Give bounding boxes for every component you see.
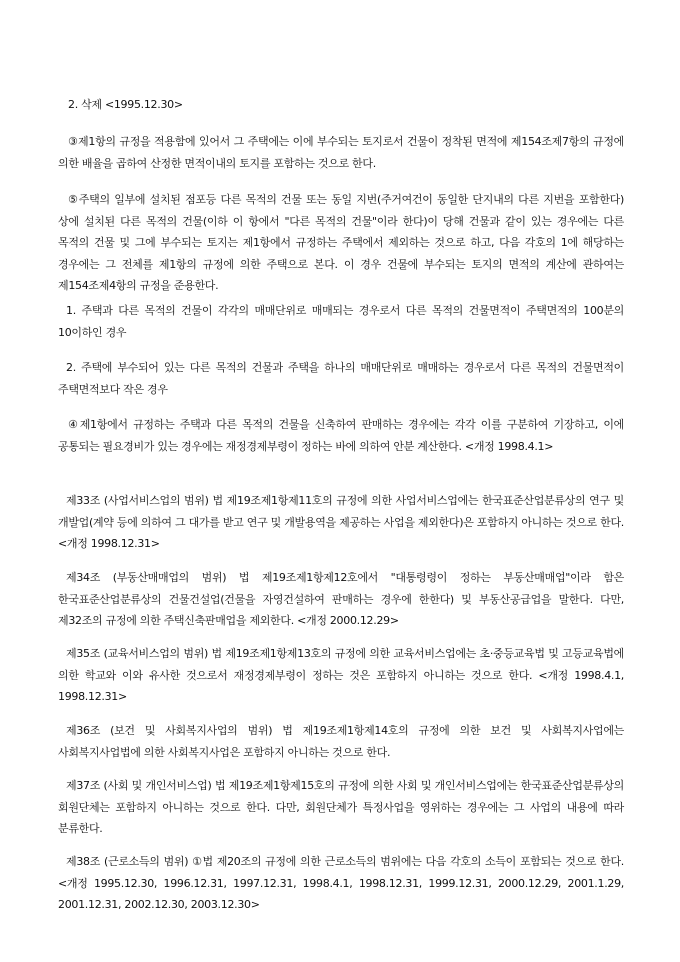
- paragraph-article-37: 제37조 (사회 및 개인서비스업) 법 제19조제1항제15호의 규정에 의한 사회 및 개인서비스업에는 한국표준산업분류상의 회원단체는 포함하지 아니하는 것으로 한다. 다만, 회원단체가 특정사업을 영위하는 경우에는 그 사업의 내용에 따라 분류한다.: [58, 779, 624, 835]
- paragraph-article-33: 제33조 (사업서비스업의 범위) 법 제19조제1항제11호의 규정에 의한 사업서비스업에는 한국표준산업분류상의 연구 및 개발업(계약 등에 의하여 그 대가를 받고 연구 및 개발용역을 제공하는 사업을 제외한다)은 포함하지 아니하는 것으로 한다. <개정 1998.12.31>: [58, 494, 624, 550]
- paragraph-deleted-item: 2. 삭제 <1995.12.30>: [68, 98, 183, 111]
- paragraph-clause-3: ③제1항의 규정을 적용함에 있어서 그 주택에는 이에 부수되는 토지로서 건물이 정착된 면적에 제154조제7항의 규정에 의한 배율을 곱하여 산정한 면적이내의 토지를 포함하는 것으로 한다.: [58, 135, 624, 170]
- paragraph-article-34: 제34조 (부동산매매업의 범위) 법 제19조제1항제12호에서 "대통령령이 정하는 부동산매매업"이라 함은 한국표준산업분류상의 건물건설업(건물을 자영건설하여 판매하는 경우에 한한다) 및 부동산공급업을 말한다. 다만, 제32조의 규정에 의한 주택신축판매업을 제외한다. <개정 2000.12.29>: [58, 571, 624, 627]
- paragraph-article-35: 제35조 (교육서비스업의 범위) 법 제19조제1항제13호의 규정에 의한 교육서비스업에는 초·중등교육법 및 고등교육법에 의한 학교와 이와 유사한 것으로서 재정경제부령이 정하는 것은 포함하지 아니하는 것으로 한다. <개정 1998.4.1, 1998.12.31>: [58, 647, 624, 703]
- paragraph-clause-5: ⑤주택의 일부에 설치된 점포등 다른 목적의 건물 또는 동일 지번(주거여건이 동일한 단지내의 다른 지번을 포함한다)상에 설치된 다른 목적의 건물(이하 이 항에서 "다른 목적의 건물"이라 한다)이 당해 건물과 같이 있는 경우에는 다른 목적의 건물 및 그에 부수되는 토지는 제1항에서 규정하는 주택에서 제외하는 것으로 하고, 다음 각호의 1에 해당하는 경우에는 그 전체를 제1항의 규정에 의한 주택으로 본다. 이 경우 건물에 부수되는 토지의 면적의 계산에 관하여는 제154조제4항의 규정을 준용한다.: [58, 193, 624, 292]
- paragraph-clause-4: ④제1항에서 규정하는 주택과 다른 목적의 건물을 신축하여 판매하는 경우에는 각각 이를 구분하여 기장하고, 이에 공통되는 필요경비가 있는 경우에는 재정경제부령이 정하는 바에 의하여 안분 계산한다. <개정 1998.4.1>: [58, 418, 624, 453]
- paragraph-item-2: 2. 주택에 부수되어 있는 다른 목적의 건물과 주택을 하나의 매매단위로 매매하는 경우로서 다른 목적의 건물면적이 주택면적보다 작은 경우: [58, 361, 624, 396]
- paragraph-article-36: 제36조 (보건 및 사회복지사업의 범위) 법 제19조제1항제14호의 규정에 의한 보건 및 사회복지사업에는 사회복지사업법에 의한 사회복지사업은 포함하지 아니하는 것으로 한다.: [58, 724, 624, 759]
- paragraph-article-38: 제38조 (근로소득의 범위) ①법 제20조의 규정에 의한 근로소득의 범위에는 다음 각호의 소득이 포함되는 것으로 한다. <개정 1995.12.30, 1996.12.31, 1997.12.31, 1998.4.1, 1998.12.31, 1999.12.31, 2000.12.29, 2001.1.29, 2001.12.31, 2002.12.30, 2003.12.30>: [58, 855, 624, 911]
- paragraph-item-1: 1. 주택과 다른 목적의 건물이 각각의 매매단위로 매매되는 경우로서 다른 목적의 건물면적이 주택면적의 100분의 10이하인 경우: [58, 304, 624, 339]
